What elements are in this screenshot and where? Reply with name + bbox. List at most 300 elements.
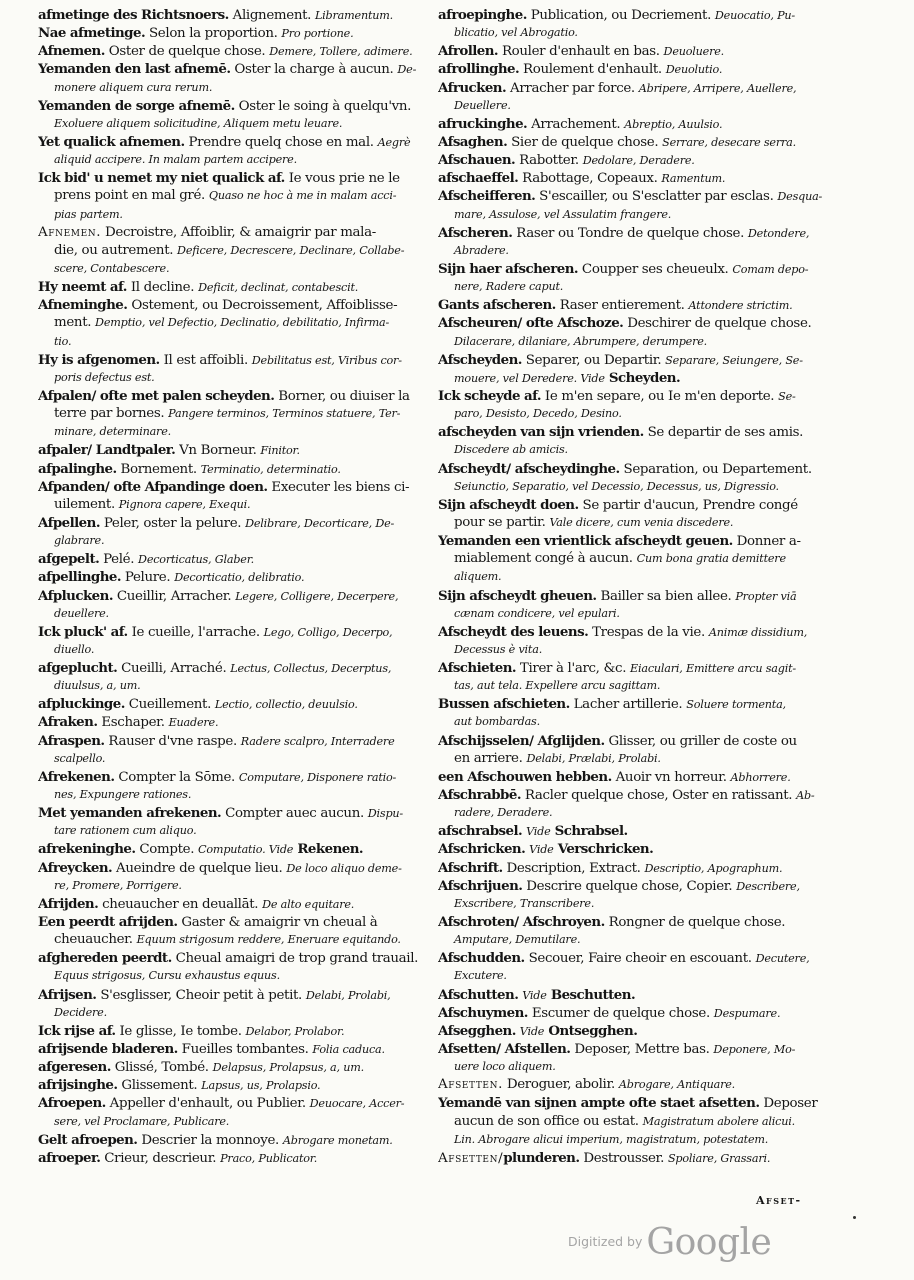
dictionary-line <box>38 115 431 133</box>
latin-gloss: Deuoluere. <box>663 45 725 59</box>
latin-gloss: Folia caduca. <box>312 1043 385 1057</box>
headword: Rekenen. <box>293 841 364 858</box>
latin-gloss: aut bombardas. <box>454 715 540 729</box>
french-gloss: Borner, ou diuiser la <box>274 388 410 404</box>
headword: Ick pluck' af. <box>38 623 128 640</box>
french-gloss: ment. <box>54 315 96 331</box>
latin-gloss: Decessus è vita. <box>454 642 543 656</box>
french-gloss: Trespas de la vie. <box>588 624 709 640</box>
french-gloss: prens point en mal gré. <box>54 188 209 204</box>
dictionary-line <box>438 641 826 659</box>
headword: Afscheren. <box>438 224 513 241</box>
headword: Afschricken. <box>438 841 526 858</box>
headword: Afpalen/ ofte met palen scheyden. <box>38 387 275 404</box>
dictionary-line <box>38 278 431 296</box>
dictionary-line <box>438 822 826 840</box>
latin-gloss: Vide <box>522 988 547 1002</box>
latin-gloss: Desqua- <box>777 190 823 204</box>
dictionary-line <box>38 641 431 659</box>
french-gloss: Alignement. <box>228 8 315 23</box>
headword: Afschutten. <box>438 986 519 1003</box>
headword: Afraspen. <box>38 732 105 749</box>
dictionary-line <box>38 1113 431 1131</box>
latin-gloss: Vide <box>529 843 554 857</box>
latin-gloss: Vide <box>519 1024 545 1038</box>
latin-gloss: Demere, Tollere, adimere. <box>269 45 413 59</box>
headword: Verschricken. <box>553 841 654 858</box>
dictionary-line <box>38 1004 431 1022</box>
headword: Afreycken. <box>38 859 113 876</box>
dictionary-line <box>38 460 431 478</box>
catchword: Afset- <box>756 1194 802 1207</box>
latin-gloss: minare, determinare. <box>54 425 171 439</box>
dictionary-line <box>38 840 431 858</box>
latin-gloss: Deuocatio, Pu- <box>714 9 795 22</box>
latin-gloss: Delabi, Prolabi, <box>305 988 391 1002</box>
latin-gloss: Deponere, Mo- <box>713 1043 796 1057</box>
latin-gloss: Abripere, Arripere, Auellere, <box>638 81 797 95</box>
latin-gloss: cænam condicere, vel epulari. <box>454 606 620 620</box>
headword: Afscheuren/ ofte Afschoze. <box>438 315 624 332</box>
headword: Gants afscheren. <box>438 297 556 314</box>
dictionary-line <box>38 587 431 605</box>
latin-gloss: diuulsus, a, um. <box>54 679 141 693</box>
latin-gloss: Spoliare, Grassari. <box>667 1151 771 1165</box>
latin-gloss: De alto equitare. <box>262 897 355 911</box>
french-gloss: Oster de quelque chose. <box>104 44 270 60</box>
dictionary-line <box>438 496 826 514</box>
dictionary-line <box>38 97 431 115</box>
dictionary-line <box>438 1131 826 1149</box>
latin-gloss: Pangere terminos, Terminos statuere, Ter- <box>168 407 401 421</box>
dictionary-line <box>438 949 826 967</box>
headword: Afschijsselen/ Afglijden. <box>438 732 605 749</box>
french-gloss: Compte. <box>135 842 199 858</box>
french-gloss: S'escailler, ou S'esclatter par esclas. <box>535 189 778 205</box>
dictionary-line <box>438 206 826 224</box>
latin-gloss: Dispu- <box>367 807 404 821</box>
dictionary-line <box>438 460 826 478</box>
latin-gloss: Decutere, <box>755 952 810 966</box>
latin-gloss: Excutere. <box>454 969 507 983</box>
dictionary-line <box>438 478 826 496</box>
headword: Yemanden de sorge afnemē. <box>38 97 235 114</box>
latin-gloss: Separare, Seiungere, Se- <box>665 353 803 367</box>
french-gloss: Peler, oster la pelure. <box>99 515 246 531</box>
latin-gloss: Decorticatio, delibratio. <box>174 571 305 585</box>
dictionary-line <box>38 986 431 1004</box>
latin-gloss: Radere scalpro, Interradere <box>240 734 395 748</box>
latin-gloss: paro, Desisto, Decedo, Desino. <box>454 407 622 421</box>
dictionary-line <box>38 859 431 877</box>
french-gloss: Roulement d'enhault. <box>519 62 666 78</box>
headword: afghereden peerdt. <box>38 950 172 967</box>
french-gloss: Selon la proportion. <box>145 26 282 42</box>
latin-gloss: Terminatio, determinatio. <box>200 462 341 476</box>
french-gloss: Arracher par force. <box>506 80 639 96</box>
google-logo: Google <box>646 1222 772 1263</box>
french-gloss: Racler quelque chose, Oster en ratissant. <box>520 788 797 804</box>
digitized-by-google-watermark <box>568 1222 771 1263</box>
headword: Afsegghen. <box>438 1022 516 1039</box>
french-gloss: cheuaucher. <box>54 932 137 948</box>
french-gloss: Separer, ou Departir. <box>521 352 666 368</box>
latin-gloss: Eiaculari, Emittere arcu sagit- <box>630 662 796 676</box>
latin-gloss: Deuellere. <box>454 98 511 112</box>
french-gloss: Pelure. <box>121 570 175 586</box>
latin-gloss: glabrare. <box>54 534 105 548</box>
latin-gloss: Decidere. <box>54 1005 107 1019</box>
latin-gloss: Dilacerare, dilaniare, Abrumpere, derumpere. <box>454 334 708 348</box>
french-gloss: Executer les biens ci- <box>267 479 410 495</box>
latin-gloss: Abreptio, Auulsio. <box>624 117 723 131</box>
dictionary-line <box>438 1040 826 1058</box>
french-gloss: Appeller d'enhault, ou Publier. <box>105 1096 310 1112</box>
small-caps-headword: Afnemen. <box>38 224 102 240</box>
dictionary-line <box>438 278 826 296</box>
headword: Hy neemt af. <box>38 279 127 296</box>
dictionary-line <box>38 6 431 24</box>
latin-gloss: Lin. Abrogare alicui imperium, magistratum, potestatem. <box>454 1132 769 1146</box>
french-gloss: Arrachement. <box>527 116 625 132</box>
french-gloss: S'esglisser, Cheoir petit à petit. <box>96 987 306 1003</box>
dictionary-line <box>38 877 431 895</box>
french-gloss: Glissé, Tombé. <box>110 1060 213 1076</box>
headword: Afschrabbē. <box>438 787 521 804</box>
latin-gloss: pias partem. <box>54 207 123 221</box>
french-gloss: Descrier la monnoye. <box>137 1132 283 1148</box>
latin-gloss: Comam depo- <box>732 262 809 276</box>
latin-gloss: Discedere ab amicis. <box>454 443 568 457</box>
dictionary-line <box>38 623 431 641</box>
headword: afmetinge des Richtsnoers. <box>38 7 229 23</box>
french-gloss: Cueillir, Arracher. <box>112 588 236 604</box>
dictionary-line <box>438 859 826 877</box>
dictionary-line <box>438 514 826 532</box>
french-gloss: en arriere. <box>454 750 527 766</box>
latin-gloss: mare, Assulose, vel Assulatim frangere. <box>454 207 672 221</box>
latin-gloss: Lego, Colligo, Decerpo, <box>263 625 393 639</box>
dictionary-line <box>38 441 431 459</box>
dictionary-line <box>438 441 826 459</box>
french-gloss: Cheual amaigri de trop grand trauail. <box>171 951 419 967</box>
dictionary-line <box>38 1131 431 1149</box>
latin-gloss: Descriptio, Apographum. <box>644 861 783 875</box>
french-gloss: Sier de quelque chose. <box>507 134 663 150</box>
french-gloss: Deposer <box>759 1096 818 1112</box>
french-gloss: Fueilles tombantes. <box>177 1042 313 1058</box>
dictionary-line <box>38 351 431 369</box>
french-gloss: Pelé. <box>99 552 139 568</box>
latin-gloss: Aegrè <box>377 135 411 149</box>
latin-gloss: Despumare. <box>713 1006 781 1020</box>
french-gloss: Compter auec aucun. <box>221 806 368 822</box>
latin-gloss: Lectio, collectio, deuulsio. <box>214 698 358 712</box>
french-gloss: Auoir vn horreur. <box>611 769 731 785</box>
dictionary-line <box>438 550 826 568</box>
headword: Yet qualick afnemen. <box>38 133 185 150</box>
french-gloss: Glissement. <box>117 1078 202 1094</box>
latin-gloss: Delapsus, Prolapsus, a, um. <box>212 1061 364 1075</box>
dictionary-line <box>38 949 431 967</box>
headword: afpluckinge. <box>38 696 125 713</box>
latin-gloss: Magistratum abolere alicui. <box>642 1114 795 1128</box>
latin-gloss: Delibrare, Decorticare, De- <box>245 516 395 530</box>
french-gloss: Compter la Sōme. <box>114 769 239 785</box>
dictionary-line <box>38 568 431 586</box>
dictionary-line <box>38 24 431 42</box>
latin-gloss: De- <box>397 63 417 77</box>
latin-gloss: uere loco aliquem. <box>454 1060 556 1074</box>
latin-gloss: scere, Contabescere. <box>54 261 170 275</box>
latin-gloss: mouere, vel Deredere. Vide <box>454 371 605 385</box>
latin-gloss: Quaso ne hoc à me in malam acci- <box>208 189 397 203</box>
french-gloss: Decroistre, Affoiblir, & amaigrir par mala- <box>101 224 376 240</box>
dictionary-line <box>438 224 826 242</box>
dictionary-line <box>38 695 431 713</box>
dictionary-line <box>438 405 826 423</box>
dictionary-line <box>438 314 826 332</box>
headword: Yemandē van sijnen ampte ofte staet afsetten. <box>438 1095 760 1112</box>
headword: Afrekenen. <box>38 768 115 785</box>
latin-gloss: Serrare, desecare serra. <box>662 135 796 149</box>
latin-gloss: Exscribere, Transcribere. <box>454 896 595 910</box>
french-gloss: Bornement. <box>116 461 201 477</box>
latin-gloss: aliquem. <box>454 570 502 584</box>
latin-gloss: Exoluere aliquem solicitudine, Aliquem metu leuare. <box>54 116 343 130</box>
latin-gloss: Pro portione. <box>281 27 354 41</box>
latin-gloss: radere, Deradere. <box>454 806 553 820</box>
headword: Sijn afscheydt gheuen. <box>438 587 597 604</box>
dictionary-line <box>38 496 431 514</box>
dictionary-line <box>38 60 431 78</box>
dictionary-line <box>438 913 826 931</box>
latin-gloss: Debilitatus est, Viribus cor- <box>251 353 402 367</box>
latin-gloss: blicatio, vel Abrogatio. <box>454 26 578 40</box>
french-gloss: Descrire quelque chose, Copier. <box>522 878 737 894</box>
dictionary-line <box>438 296 826 314</box>
dictionary-line <box>438 1149 826 1167</box>
french-gloss: Se partir d'aucun, Prendre congé <box>578 497 798 513</box>
latin-gloss: Attondere strictim. <box>688 299 793 313</box>
dictionary-line <box>438 1113 826 1131</box>
french-gloss: Oster la charge à aucun. <box>230 62 398 78</box>
headword: Afroepen. <box>38 1095 106 1112</box>
french-gloss: miablement congé à aucun. <box>454 551 637 567</box>
french-gloss: Se departir de ses amis. <box>643 425 804 441</box>
french-gloss: Il est affoibli. <box>159 352 252 368</box>
dictionary-line <box>438 695 826 713</box>
headword: Scheyden. <box>604 369 681 386</box>
french-gloss: Vn Borneur. <box>175 443 261 459</box>
dictionary-line <box>438 369 826 387</box>
dictionary-line <box>438 260 826 278</box>
latin-gloss: Soluere tormenta, <box>686 698 786 712</box>
latin-gloss: poris defectus est. <box>54 370 155 384</box>
dictionary-line <box>38 133 431 151</box>
dictionary-line <box>38 314 431 332</box>
latin-gloss: Legere, Colligere, Decerpere, <box>235 589 399 603</box>
dictionary-line <box>438 1058 826 1076</box>
small-caps-headword: Afsetten. <box>438 1077 503 1093</box>
latin-gloss: Ab- <box>796 789 815 803</box>
french-gloss: Eschaper. <box>97 715 169 731</box>
headword: Afschuymen. <box>438 1004 528 1021</box>
left-column <box>38 6 431 1167</box>
latin-gloss: Pignora capere, Exequi. <box>118 497 251 511</box>
dictionary-line <box>38 713 431 731</box>
dictionary-line <box>438 423 826 441</box>
headword: Yemanden den last afnemē. <box>38 61 231 78</box>
dictionary-line <box>38 1058 431 1076</box>
french-gloss: Description, Extract. <box>502 860 645 876</box>
latin-gloss: nere, Radere caput. <box>454 280 564 294</box>
latin-gloss: Amputare, Demutilare. <box>454 933 581 947</box>
dictionary-line <box>438 931 826 949</box>
dictionary-line <box>438 967 826 985</box>
headword: Sijn afscheydt doen. <box>438 496 579 513</box>
headword: Afschauen. <box>438 152 516 169</box>
dictionary-line <box>438 1094 826 1112</box>
headword: Sijn haer afscheren. <box>438 260 579 277</box>
headword: afgeresen. <box>38 1059 111 1076</box>
dictionary-line <box>38 369 431 387</box>
dictionary-line <box>438 6 826 24</box>
headword: afrijsinghe. <box>38 1077 118 1094</box>
dictionary-line <box>38 224 431 242</box>
dictionary-line <box>38 659 431 677</box>
headword: afgeplucht. <box>38 660 118 677</box>
latin-gloss: Equum strigosum reddere, Eneruare equitando. <box>136 933 401 947</box>
headword: Afschroten/ Afschroyen. <box>438 914 605 931</box>
french-gloss: Raser entierement. <box>555 298 689 314</box>
headword: Afrucken. <box>438 79 507 96</box>
latin-gloss: Abrogare, Antiquare. <box>618 1078 736 1092</box>
latin-gloss: tare rationem cum aliquo. <box>54 824 197 838</box>
dictionary-line <box>38 242 431 260</box>
dictionary-line <box>438 242 826 260</box>
latin-gloss: Euadere. <box>168 716 219 730</box>
dictionary-line <box>38 1040 431 1058</box>
french-gloss: Bailler sa bien allee. <box>596 588 736 604</box>
headword: Afrijden. <box>38 895 99 912</box>
headword: afrijsende bladeren. <box>38 1041 178 1058</box>
french-gloss: Rauser d'vne raspe. <box>104 733 241 749</box>
french-gloss: Prendre quelq chose en mal. <box>184 134 378 150</box>
french-gloss: Deposer, Mettre bas. <box>570 1042 714 1058</box>
french-gloss: Aueindre de quelque lieu. <box>112 860 287 876</box>
dictionary-line <box>38 405 431 423</box>
dictionary-line <box>438 713 826 731</box>
french-gloss: uilement. <box>54 496 119 512</box>
dictionary-line <box>438 42 826 60</box>
latin-gloss: Equus strigosus, Cursu exhaustus equus. <box>54 969 280 983</box>
headword: Gelt afroepen. <box>38 1131 138 1148</box>
dictionary-line <box>438 1004 826 1022</box>
latin-gloss: Seiunctio, Separatio, vel Decessio, Decessus, us, Digressio. <box>454 479 779 493</box>
dictionary-line <box>438 1076 826 1094</box>
dictionary-line <box>438 877 826 895</box>
french-gloss: cheuaucher en deuallāt. <box>98 896 263 912</box>
headword: Afpellen. <box>38 514 100 531</box>
latin-gloss: Describere, <box>736 879 800 893</box>
headword: Afsaghen. <box>438 133 508 150</box>
dictionary-line <box>438 115 826 133</box>
dictionary-line <box>38 1022 431 1040</box>
latin-gloss: Vide <box>526 825 551 839</box>
dictionary-line <box>438 587 826 605</box>
french-gloss: Ie glisse, Ie tombe. <box>115 1023 246 1039</box>
headword: Afschudden. <box>438 950 525 967</box>
french-gloss: pour se partir. <box>454 514 550 530</box>
headword: Hy is afgenomen. <box>38 351 160 368</box>
right-column <box>438 6 826 1167</box>
headword: Beschutten. <box>546 986 636 1003</box>
french-gloss: Rabottage, Copeaux. <box>518 171 662 187</box>
dictionary-line <box>438 1022 826 1040</box>
latin-gloss: Lapsus, us, Prolapsio. <box>201 1079 321 1093</box>
latin-gloss: re, Promere, Porrigere. <box>54 878 182 892</box>
french-gloss: Cueilli, Arraché. <box>117 661 231 677</box>
latin-gloss: Deficit, declinat, contabescit. <box>198 281 359 295</box>
dictionary-line <box>438 532 826 550</box>
dictionary-line <box>38 605 431 623</box>
headword: plunderen. <box>503 1149 580 1166</box>
dictionary-line <box>38 913 431 931</box>
dictionary-line <box>438 605 826 623</box>
headword: Schrabsel. <box>550 823 628 840</box>
headword: Afplucken. <box>38 587 113 604</box>
headword: Afschrijuen. <box>438 877 523 894</box>
dictionary-line <box>38 732 431 750</box>
headword: afpalinghe. <box>38 460 117 477</box>
latin-gloss: Computatio. Vide <box>198 843 294 857</box>
headword: afgepelt. <box>38 551 100 568</box>
french-gloss: Il decline. <box>126 280 199 296</box>
latin-gloss: Abhorrere. <box>730 770 791 784</box>
latin-gloss: Animæ dissidium, <box>708 625 808 639</box>
french-gloss: Donner a- <box>732 534 801 550</box>
french-gloss: Raser ou Tondre de quelque chose. <box>512 225 748 241</box>
latin-gloss: Detondere, <box>747 226 810 240</box>
dictionary-line <box>38 804 431 822</box>
dictionary-line <box>38 151 431 169</box>
headword: Ick bid' u nemet my niet qualick af. <box>38 170 285 187</box>
dictionary-line <box>438 133 826 151</box>
dictionary-line <box>38 514 431 532</box>
dictionary-line <box>438 786 826 804</box>
dictionary-line <box>438 60 826 78</box>
dictionary-line <box>438 151 826 169</box>
headword: Nae afmetinge. <box>38 25 146 42</box>
dictionary-line <box>38 296 431 314</box>
french-gloss: Escumer de quelque chose. <box>527 1005 714 1021</box>
french-gloss: Lacher artillerie. <box>569 697 687 713</box>
dictionary-line <box>38 1076 431 1094</box>
french-gloss: Deschirer de quelque chose. <box>623 316 812 332</box>
french-gloss: die, ou autrement. <box>54 242 178 258</box>
dictionary-line <box>38 478 431 496</box>
latin-gloss: nes, Expungere rationes. <box>54 788 192 802</box>
headword: afrekeninghe. <box>38 841 136 858</box>
french-gloss: Rongner de quelque chose. <box>604 915 786 931</box>
latin-gloss: Finitor. <box>260 444 300 458</box>
dictionary-line <box>438 659 826 677</box>
french-gloss: Destrousser. <box>579 1150 668 1166</box>
french-gloss: Secouer, Faire cheoir en escouant. <box>524 951 756 967</box>
headword: Afscheydt des leuens. <box>438 623 589 640</box>
french-gloss: Rouler d'enhault en bas. <box>498 44 664 60</box>
